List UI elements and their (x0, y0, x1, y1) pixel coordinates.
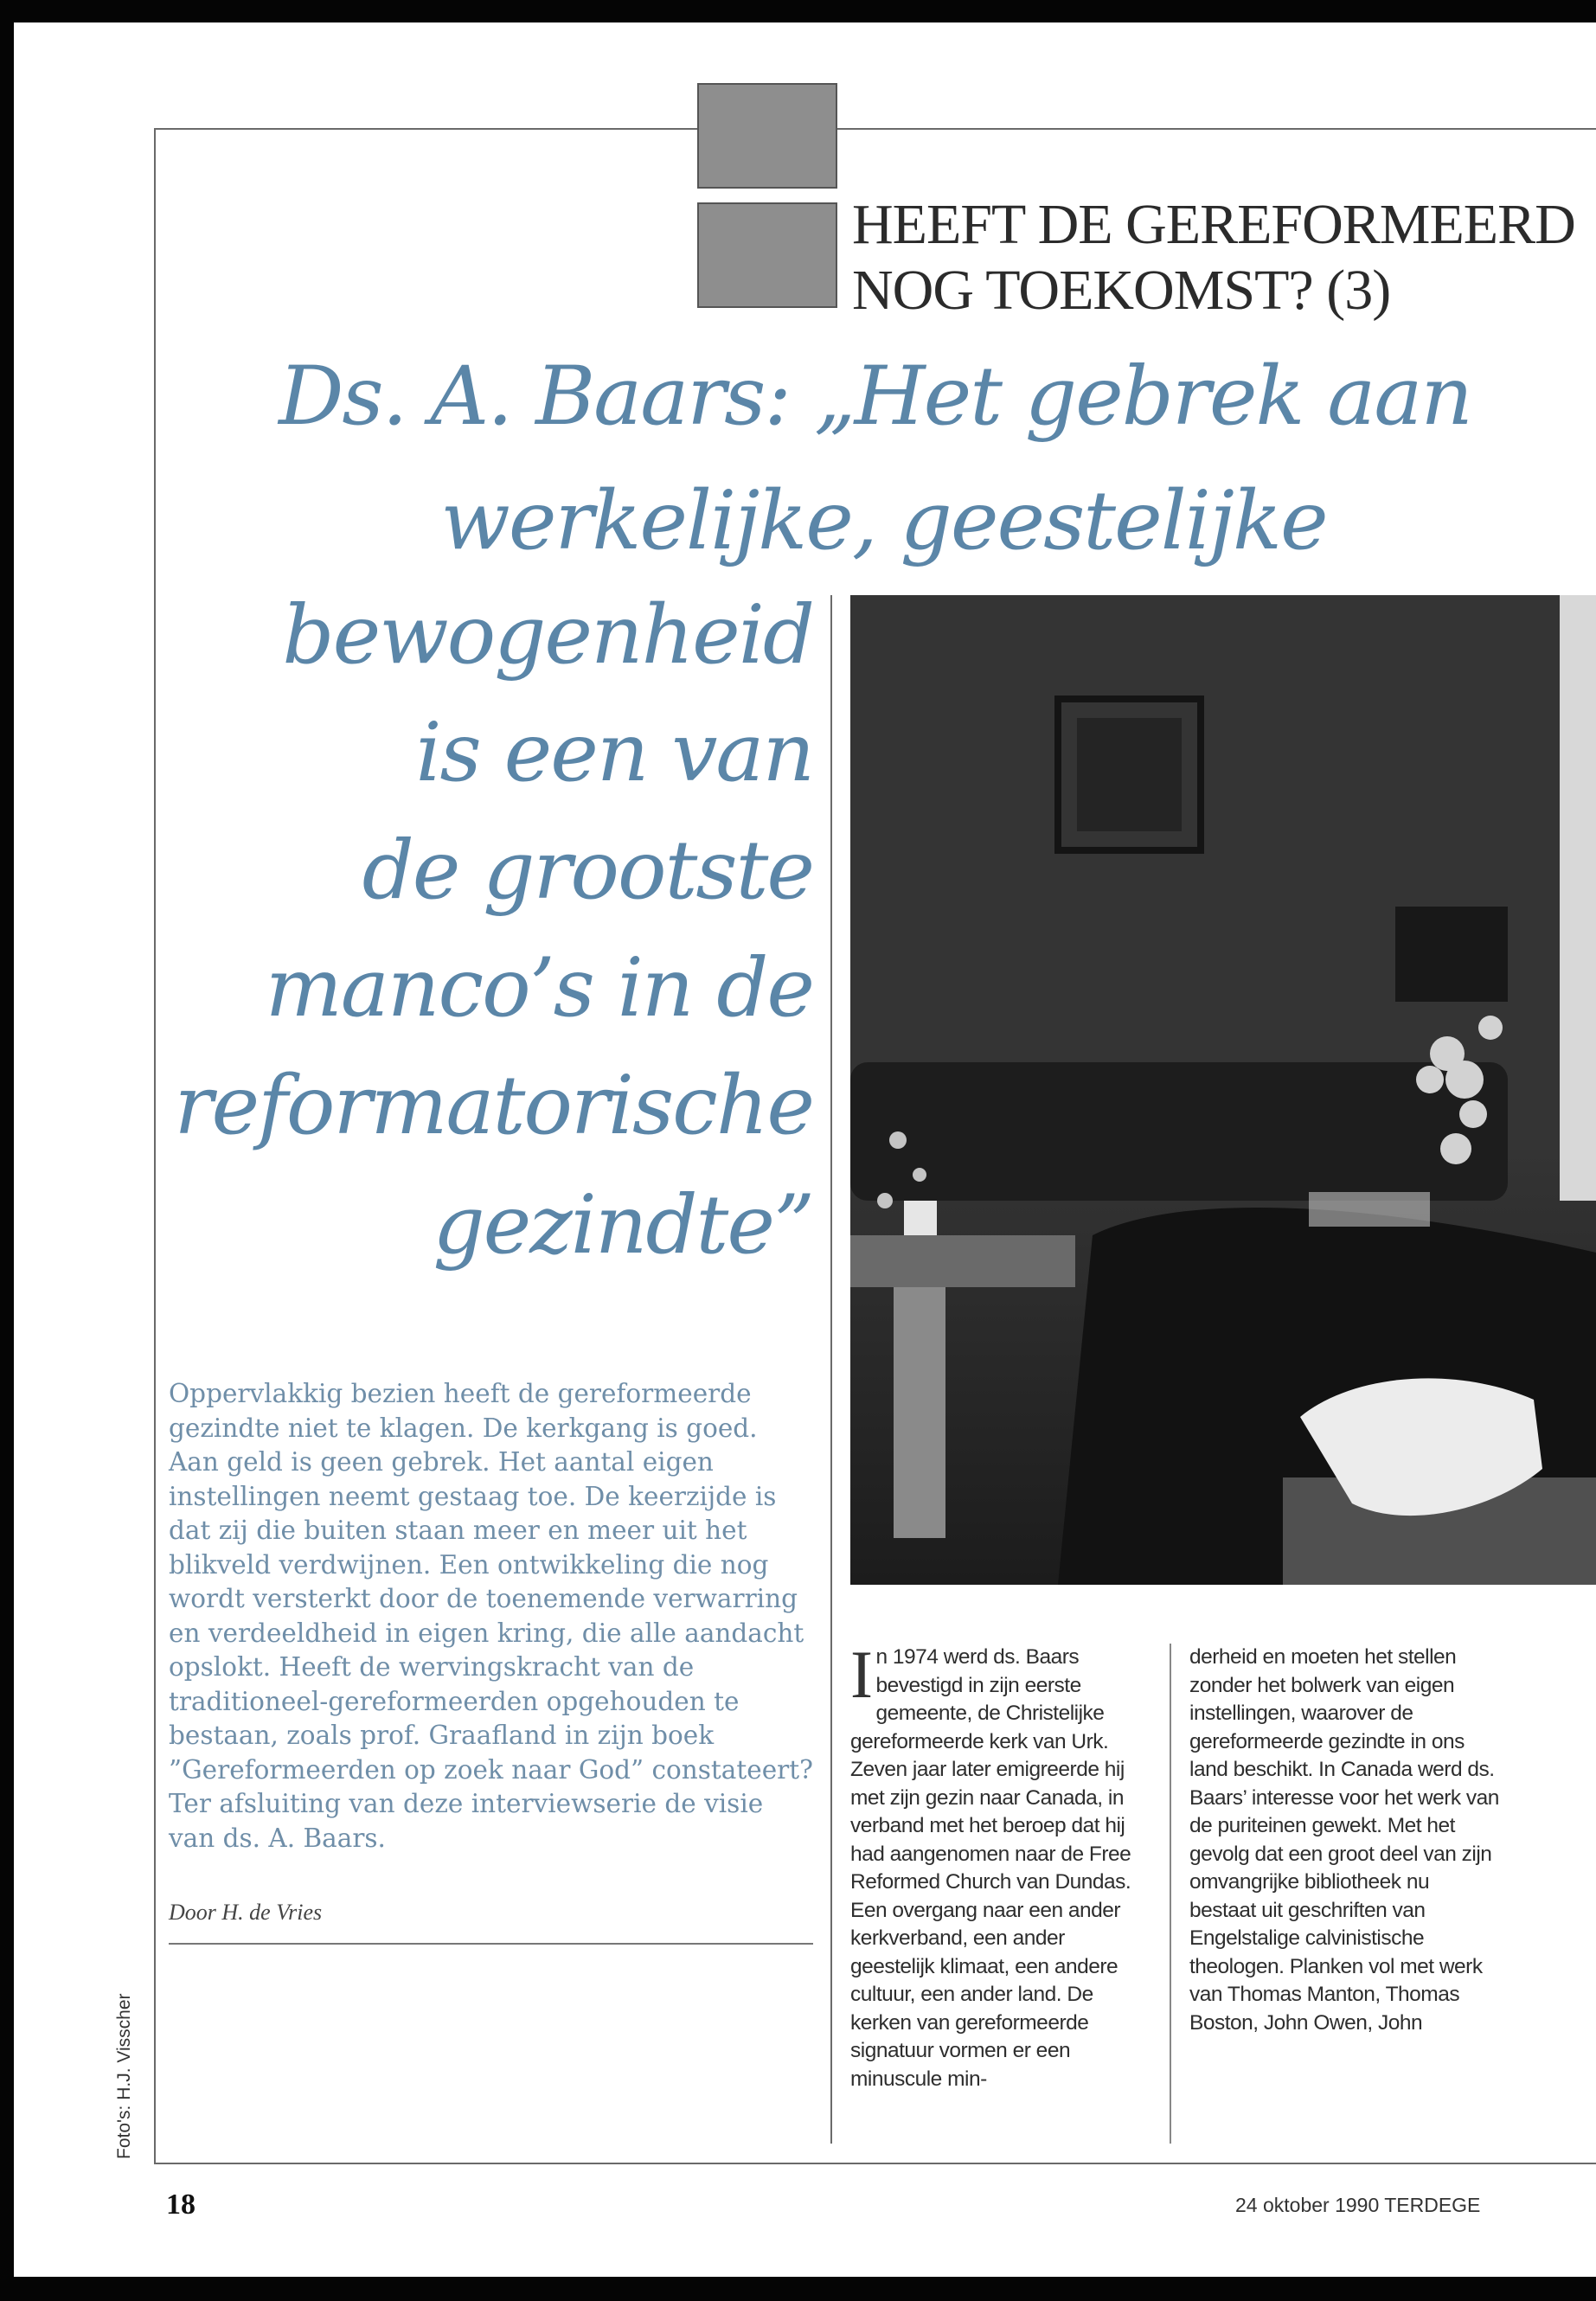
photo-sofa (850, 1062, 1508, 1201)
byline-block (169, 1900, 813, 1926)
photo-vase (904, 1201, 937, 1240)
body-column-2-text: derheid en moeten het stellen zonder het bolwerk van eigen instellingen, waarover de gereformeerde gezindte in ons land beschikt. In Canada werd ds. Baars’ interesse voor het werk van de puriteinen gewekt. Met het gevolg dat een groot deel van zijn omvangrijke bibliotheek nu bestaat uit geschriften van Engelstalige calvinistische theologen. Planken vol met werk van Thomas Manton, Thomas Boston, John Owen, John (1189, 1645, 1499, 2035)
photo-lampshade (1395, 907, 1508, 1002)
kicker-line-1: HEEFT DE GEREFORMEERD (852, 193, 1575, 256)
headline-line-5: de grootste (362, 824, 813, 918)
interview-photo (850, 595, 1596, 1585)
kicker-line-2: NOG TOEKOMST? (3) (852, 259, 1391, 322)
headline-line-6: manco’s in de (265, 941, 813, 1035)
body-column-1-text: n 1974 werd ds. Baars bevestigd in zijn eerste gemeente, de Christelijke gereformeerde kerk van Urk. Zeven jaar later emigreerde hij met zijn gezin naar Canada, in verband met het beroep dat hij had aangenomen naar de Free Reformed Church van Dundas. Een overgang naar een ander kerkverband, een ander geestelijk klimaat, een andere cultuur, een ander land. De kerken van gereformeerde signatuur vormen er een minuscule min- (850, 1645, 1131, 2091)
issue-footer: 24 oktober 1990 TERDEGE (1235, 2194, 1481, 2216)
series-kicker (852, 192, 1596, 324)
photo-credit: Foto's: H.J. Visscher (114, 1993, 134, 2159)
headline-line-4: is een van (415, 706, 813, 800)
headline-line-1: Ds. A. Baars: „Het gebrek aan (279, 349, 1471, 444)
decorative-block-upper (697, 83, 837, 189)
headline-line-7: reformatorische (174, 1059, 813, 1153)
scan-border-bottom (0, 2277, 1596, 2301)
scan-border-top (0, 0, 1596, 22)
frame-rule-top (154, 128, 1596, 130)
headline-line-3: bewogenheid (282, 588, 813, 683)
byline-rule (169, 1943, 813, 1945)
frame-rule-bottom (154, 2163, 1596, 2164)
column-rule-photo (830, 595, 832, 2144)
headline-line-8: gezindte” (433, 1178, 813, 1272)
intro-paragraph: Oppervlakkig bezien heeft de gereformeerde gezindte niet te klagen. De kerkgang is goed. Aan geld is geen gebrek. Het aantal eigen instellingen neemt gestaag toe. De keerzijde is dat zij die buiten staan meer en meer uit het blikveld verdwijnen. Een ontwikkeling die nog wordt versterkt door de toenemende verwarring en verdeeldheid in eigen kring, die alle aandacht opslokt. Heeft de wervingskracht van de traditioneel-gereformeerden opgehouden te bestaan, zoals prof. Graafland in zijn boek ”Gereformeerden op zoek naar God” constateert? Ter afsluiting van deze interviewserie de visie van ds. A. Baars. (169, 1379, 813, 1853)
photo-coffee-table (850, 1235, 1075, 1287)
photo-scene (850, 595, 1596, 1585)
body-column-2 (1189, 1644, 1501, 2037)
photo-papers (1309, 1192, 1430, 1227)
scan-border-left (0, 0, 14, 2301)
column-rule-body (1170, 1644, 1171, 2144)
decorative-block-lower (697, 202, 837, 308)
headline-line-2: werkelijke, geestelijke (440, 474, 1327, 568)
byline: Door H. de Vries (169, 1900, 323, 1925)
photo-window-edge (1560, 595, 1596, 1201)
photo-frame-picture (1077, 718, 1182, 831)
page-number: 18 (166, 2189, 195, 2221)
drop-cap: I (850, 1637, 873, 1712)
photo-table-leg (894, 1287, 945, 1538)
body-column-1 (850, 1637, 1151, 2093)
